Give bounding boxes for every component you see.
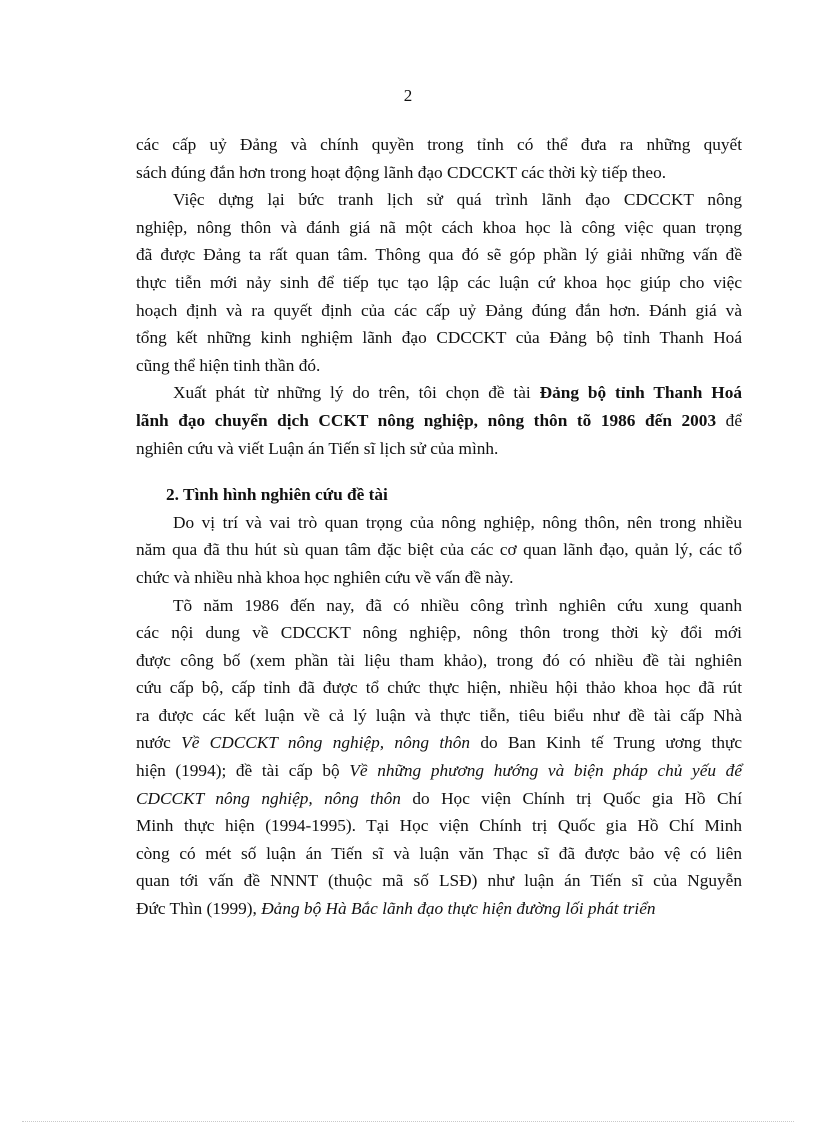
paragraph-1-line-1: các cấp uỷ Đảng và chính quyền trong tỉnh có thể đưa ra những quyết [136,135,742,154]
paragraph-3-line-1-text: Xuất phát từ những lý do trên, tôi chọn đề tài [173,383,540,403]
cited-work-title-2-part-1: Về những phương hướng và biện pháp chủ yếu để [349,761,742,781]
cited-work-title-2-part-2: CDCCKT nông nghiệp, nông thôn [136,788,401,808]
page-number: 2 [403,86,413,105]
paragraph-2-line-5: hoạch định và ra quyết định của các cấp uỷ Đảng đúng đắn hơn. Đánh giá và [136,300,742,320]
paragraph-5-line-11: quan tới vấn đề NNNT (thuộc mã số LSĐ) như luận án Tiến sĩ của Nguyễn [136,871,742,891]
paragraph-5-line-12 [136,895,742,923]
page-bottom-dotted-rule [22,1121,794,1122]
paragraph-3-line-2-text: để [716,410,742,430]
paragraph-5-line-6-text-c: do Ban Kinh tế Trung ương thực [470,733,742,753]
paragraph-2-line-4: thực tiễn mới nảy sinh để tiếp tục tạo lập các luận cứ khoa học giúp cho việc [136,272,742,292]
paragraph-1-line-2: sách đúng đắn hơn trong hoạt động lãnh đạo CDCCKT các thời kỳ tiếp theo. [136,162,667,182]
paragraph-5-line-4: cứu cấp bộ, cấp tỉnh đã được tổ chức thực hiện, nhiều hội thảo khoa học đã rút [136,678,742,698]
paragraph-2-line-1: Việc dựng lại bức tranh lịch sử quá trình lãnh đạo CDCCKT nông [173,190,742,210]
section-heading: 2. Tình hình nghiên cứu đề tài [166,485,388,505]
paragraph-5-line-6 [136,729,742,757]
paragraph-2-line-7: cũng thể hiện tinh thần đó. [136,355,321,375]
paragraph-2-line-2: nghiệp, nông thôn và đánh giá nã một cách khoa học là công việc quan trọng [136,217,742,237]
paragraph-2-line-6: tổng kết những kinh nghiệm lãnh đạo CDCCKT của Đảng bộ tỉnh Thanh Hoá [136,328,742,348]
paragraph-5-line-9: Minh thực hiện (1994-1995). Tại Học viện Chính trị Quốc gia Hồ Chí Minh [136,816,742,836]
paragraph-5-line-5: ra được các kết luận về cả lý luận và thực tiễn, tiêu biểu như đề tài cấp Nhà [136,705,742,725]
paragraph-5-line-12-text-a: Đức Thìn (1999), [136,899,262,919]
thesis-title-part-2: lãnh đạo chuyển dịch CCKT nông nghiệp, nông thôn tõ 1986 đến 2003 [136,410,717,430]
paragraph-5-line-8 [136,785,742,813]
paragraph-4-line-3: chức và nhiều nhà khoa học nghiên cứu về vấn đề này. [136,567,514,587]
section-gap [136,462,742,481]
paragraph-5-line-6-text-a: nước [136,733,182,753]
cited-work-title-3: Đảng bộ Hà Bắc lãnh đạo thực hiện đường lối phát triển [261,899,656,919]
cited-work-title-1: Về CDCCKT nông nghiệp, nông thôn [181,733,471,753]
paragraph-5-line-3: được công bố (xem phần tài liệu tham khảo), trong đó có nhiều đề tài nghiên [136,650,742,670]
paragraph-4-line-2: năm qua đã thu hút sù quan tâm đặc biệt của các cơ quan lãnh đạo, quản lý, các tổ [136,540,742,560]
thesis-title-part-1: Đảng bộ tỉnh Thanh Hoá [539,383,742,403]
paragraph-5-line-2: các nội dung về CDCCKT nông nghiệp, nông thôn trong thời kỳ đổi mới [136,623,742,643]
body-text [136,131,742,923]
paragraph-5-line-1: Tõ năm 1986 đến nay, đã có nhiều công trình nghiên cứu xung quanh [173,595,742,615]
paragraph-4-line-1: Do vị trí và vai trò quan trọng của nông nghiệp, nông thôn, nên trong nhiều [173,512,742,532]
paragraph-5-line-7 [136,757,742,785]
paragraph-5-line-8-text-b: do Học viện Chính trị Quốc gia Hồ Chí [400,788,742,808]
paragraph-3-line-3: nghiên cứu và viết Luận án Tiến sĩ lịch sử của mình. [136,438,499,458]
paragraph-5-line-10: còng có mét số luận án Tiến sĩ và luận văn Thạc sĩ đã được bảo vệ có liên [136,843,742,863]
paragraph-2-line-3: đã được Đảng ta rất quan tâm. Thông qua đó sẽ góp phần lý giải những vấn đề [136,245,742,265]
paragraph-3-line-1 [136,379,742,407]
paragraph-5-line-7-text-a: hiện (1994); đề tài cấp bộ [136,761,350,781]
paragraph-3-line-2 [136,407,742,435]
